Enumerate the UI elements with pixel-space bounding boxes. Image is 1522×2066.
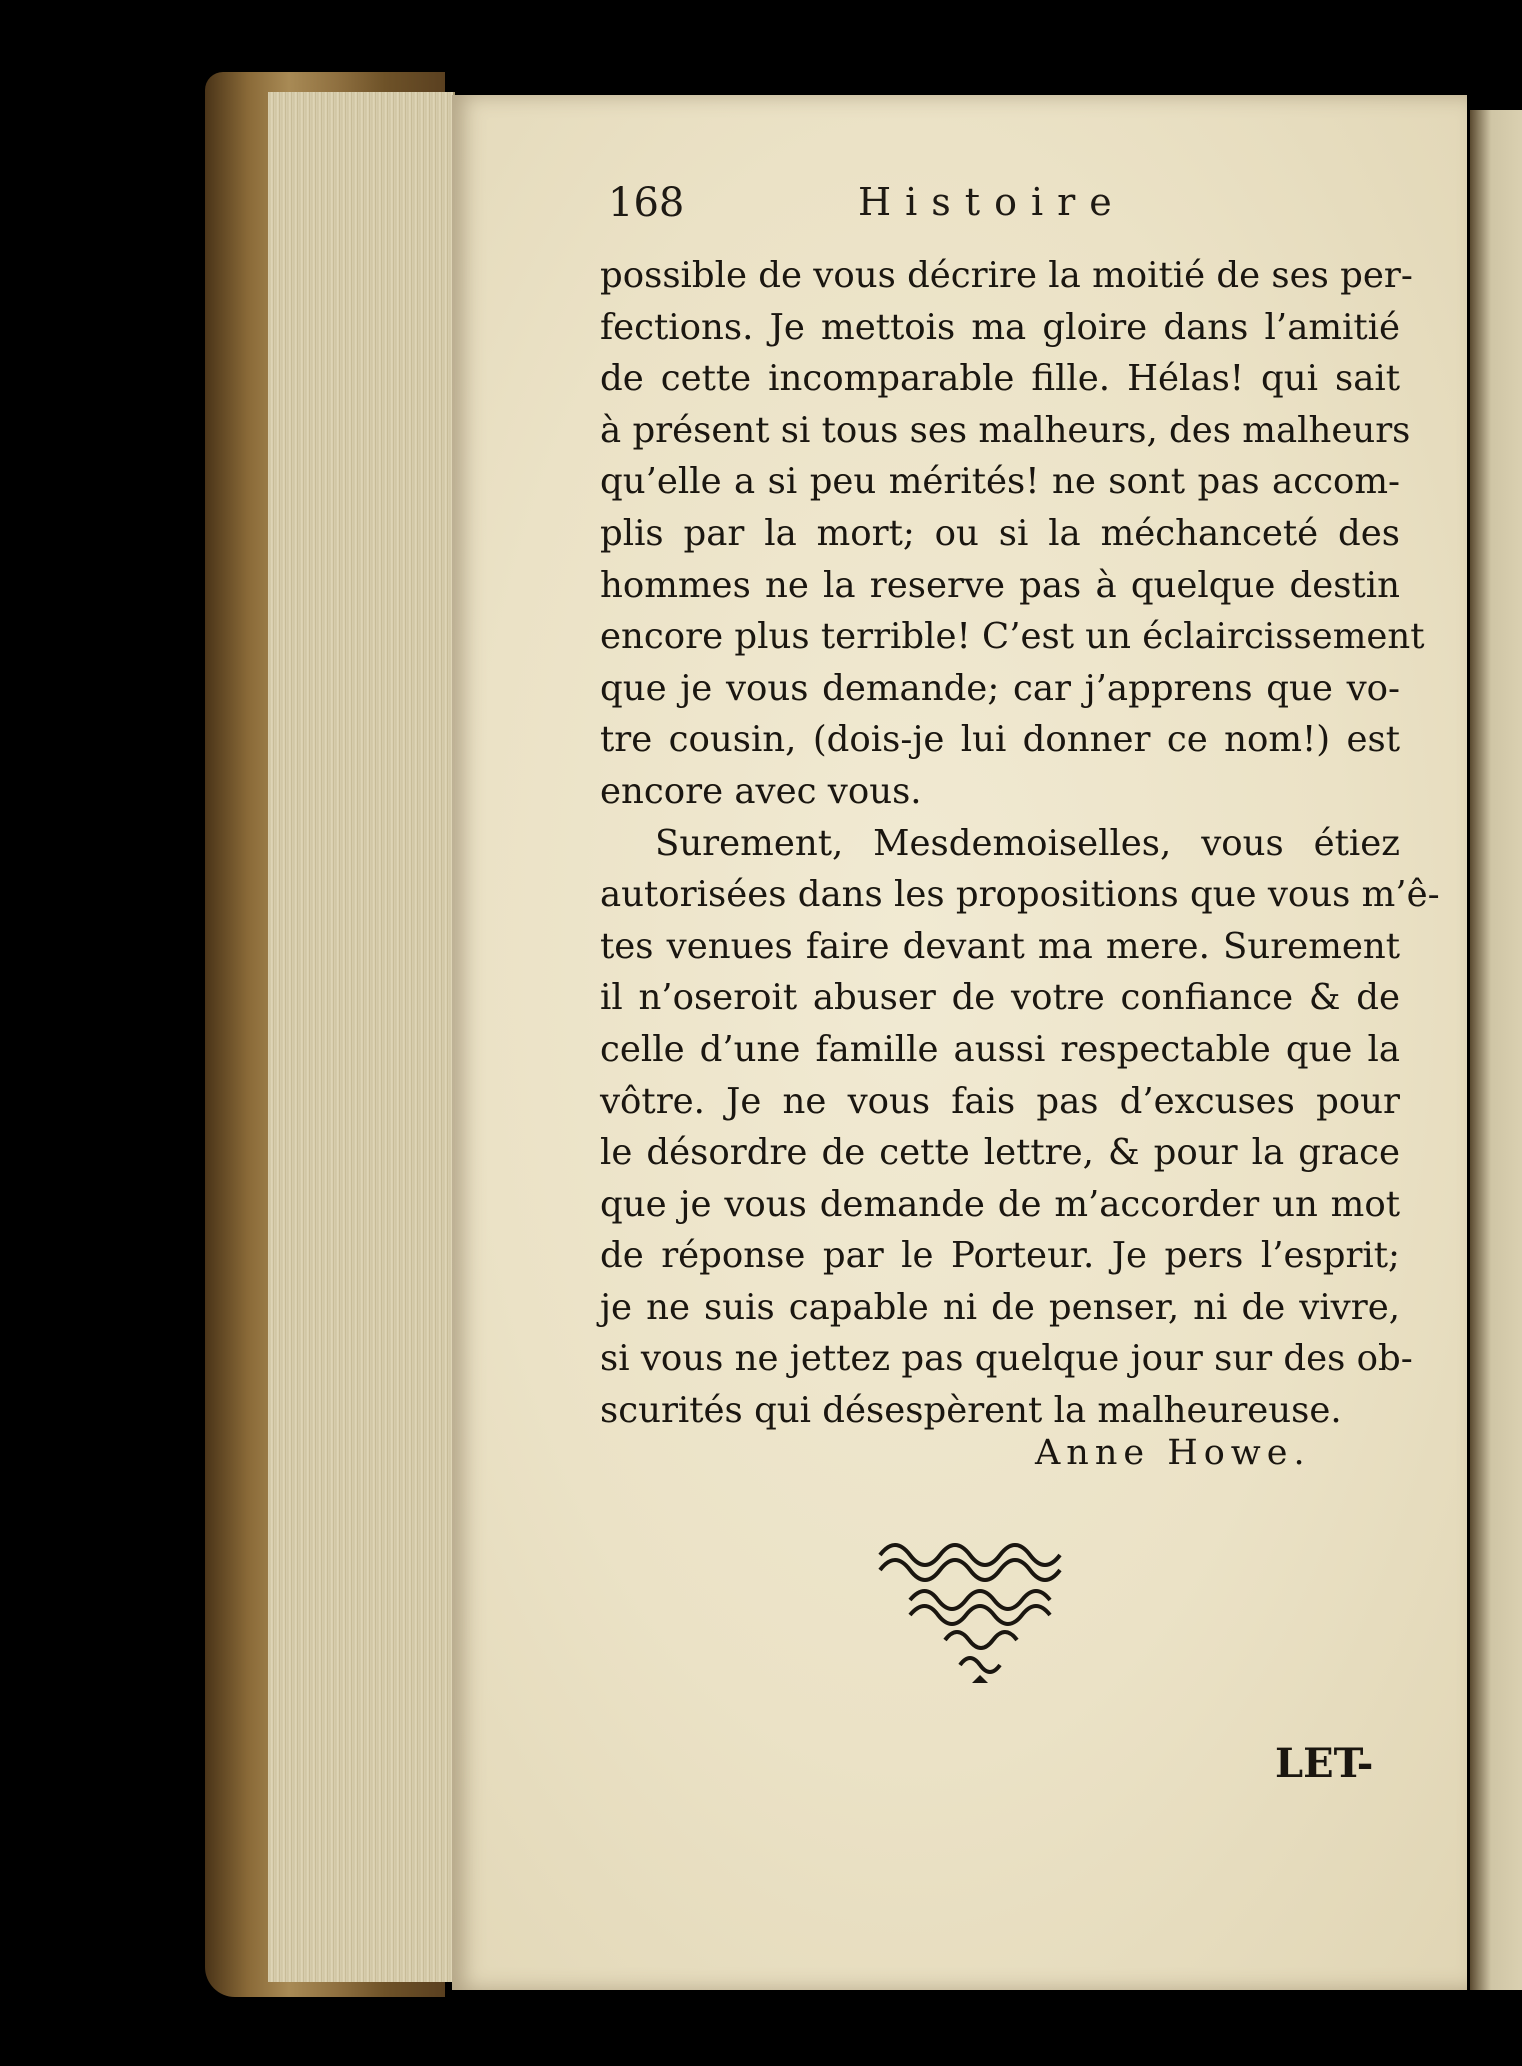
text-line: plis par la mort; ou si la méchanceté des xyxy=(600,512,1400,554)
text-line: hommes ne la reserve pas à quelque destin xyxy=(600,564,1400,606)
text-line: à présent si tous ses malheurs, des malheurs xyxy=(600,409,1411,451)
text-line: vôtre. Je ne vous fais pas d’excuses pour xyxy=(600,1080,1400,1122)
page-edges xyxy=(268,92,455,1982)
running-head: Histoire xyxy=(858,180,1126,224)
text-line: autorisées dans les propositions que vous m’ê- xyxy=(600,874,1440,916)
text-line: qu’elle a si peu mérités! ne sont pas accom- xyxy=(600,461,1400,503)
page-number: 168 xyxy=(608,180,685,226)
text-line: le désordre de cette lettre, & pour la grace xyxy=(600,1132,1400,1174)
body-text xyxy=(600,250,1440,1437)
signature: Anne Howe. xyxy=(1035,1433,1311,1473)
text-line: il n’oseroit abuser de votre confiance & de xyxy=(600,977,1400,1019)
text-line: fections. Je mettois ma gloire dans l’amitié xyxy=(600,306,1400,348)
text-line: Surement, Mesdemoiselles, vous étiez xyxy=(655,822,1400,864)
text-line: de réponse par le Porteur. Je pers l’esprit; xyxy=(600,1235,1400,1277)
text-line: que je vous demande; car j’apprens que vo- xyxy=(600,667,1400,709)
text-line: possible de vous décrire la moitié de ses per- xyxy=(600,255,1413,296)
text-line: si vous ne jettez pas quelque jour sur des ob- xyxy=(600,1338,1413,1380)
page-header xyxy=(608,180,1268,230)
text-line: scurités qui désespèrent la malheureuse. xyxy=(600,1390,1342,1432)
text-line: celle d’une famille aussi respectable que la xyxy=(600,1028,1400,1070)
text-line: je ne suis capable ni de penser, ni de vivre, xyxy=(600,1286,1400,1328)
catchword: LET- xyxy=(1275,1740,1374,1787)
text-line: que je vous demande de m’accorder un mot xyxy=(600,1183,1400,1225)
text-line: encore plus terrible! C’est un éclaircissement xyxy=(600,616,1425,658)
text-line: tre cousin, (dois-je lui donner ce nom!) est xyxy=(600,719,1400,761)
facing-page-edge xyxy=(1470,110,1522,1990)
text-line: encore avec vous. xyxy=(600,770,922,812)
text-line: tes venues faire devant ma mere. Surement xyxy=(600,925,1400,967)
text-line: de cette incomparable fille. Hélas! qui sait xyxy=(600,358,1400,400)
printers-ornament-icon xyxy=(870,1525,1090,1685)
